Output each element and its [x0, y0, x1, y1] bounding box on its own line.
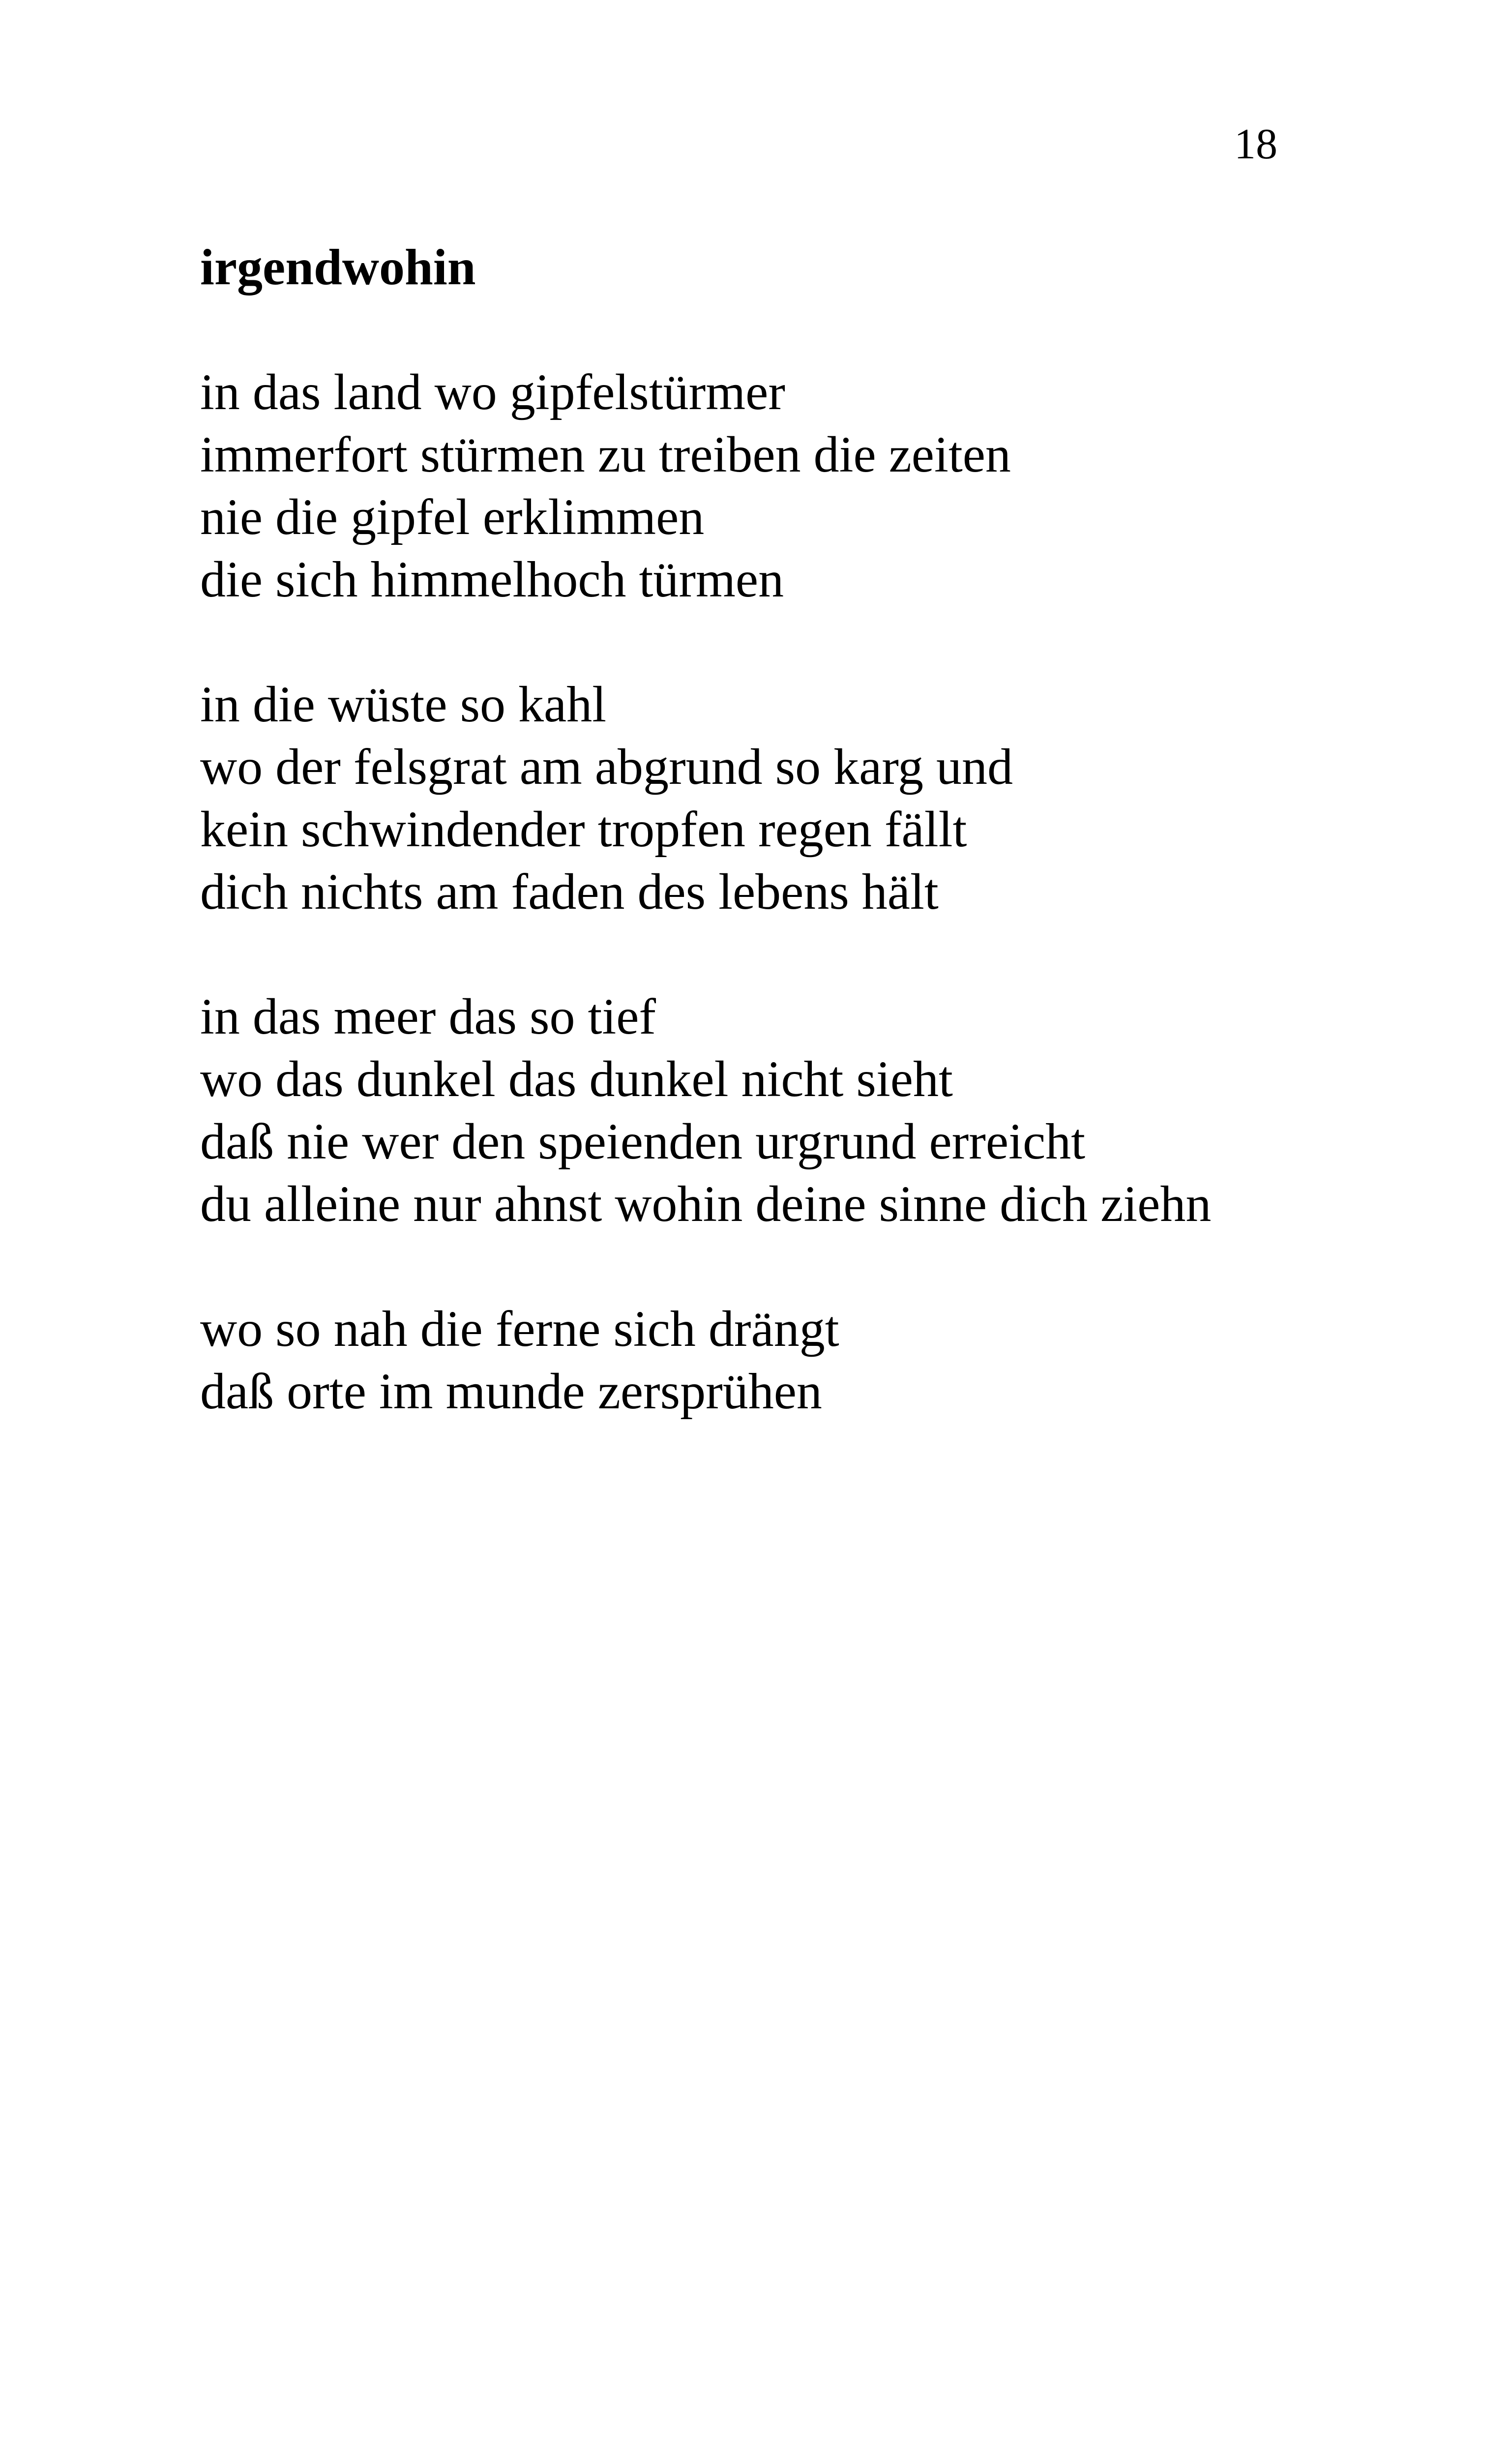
poem-line: wo so nah die ferne sich drängt — [200, 1301, 839, 1357]
poem-line: dich nichts am faden des lebens hält — [200, 863, 939, 920]
poem-line: in das land wo gipfelstürmer — [200, 364, 785, 420]
poem-line: in die wüste so kahl — [200, 676, 607, 733]
poem-line: daß nie wer den speienden urgrund erreicht — [200, 1113, 1086, 1170]
poem-line: in das meer das so tief — [200, 988, 656, 1045]
poem-line: die sich himmelhoch türmen — [200, 551, 784, 608]
poem-line: immerfort stürmen zu treiben die zeiten — [200, 426, 1011, 483]
poem-line: nie die gipfel erklimmen — [200, 489, 705, 545]
stanza-4 — [200, 1298, 1488, 1423]
poem-line: kein schwindender tropfen regen fällt — [200, 801, 967, 858]
poem-line: wo das dunkel das dunkel nicht sieht — [200, 1051, 953, 1107]
stanza-3 — [200, 985, 1488, 1235]
stanza-1 — [200, 361, 1488, 611]
poem-title: irgendwohin — [200, 239, 476, 296]
poem — [200, 236, 1488, 1485]
poem-line: daß orte im munde zersprühen — [200, 1363, 822, 1420]
page-number: 18 — [1234, 120, 1277, 168]
poem-line: wo der felsgrat am abgrund so karg und — [200, 739, 1013, 795]
poem-line: du alleine nur ahnst wohin deine sinne dich ziehn — [200, 1176, 1212, 1232]
stanza-2 — [200, 673, 1488, 923]
